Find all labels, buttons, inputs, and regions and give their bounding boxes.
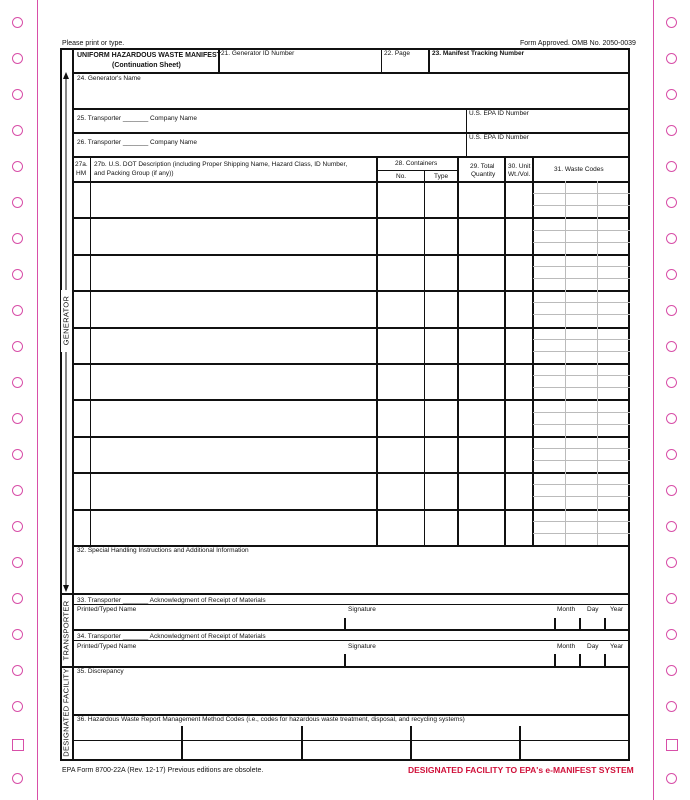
- pin-feed-hole: [12, 701, 23, 712]
- waste-item-row[interactable]: [73, 255, 630, 289]
- header-bottom-rule: [72, 72, 630, 74]
- dot-description-label-1: 27b. U.S. DOT Description (including Proper Shipping Name, Hazard Class, ID Number,: [94, 161, 348, 168]
- pin-feed-hole: [666, 485, 677, 496]
- pin-feed-hole: [12, 629, 23, 640]
- waste-item-row[interactable]: [73, 291, 630, 325]
- pin-feed-hole: [666, 593, 677, 604]
- pin-feed-hole: [666, 197, 677, 208]
- ack33-bottom-rule: [72, 629, 630, 631]
- pin-feed-hole: [666, 413, 677, 424]
- header-divider-3: [428, 48, 430, 73]
- pin-feed-hole: [666, 665, 677, 676]
- waste-code-grid-line: [533, 205, 630, 206]
- pin-feed-hole: [666, 521, 677, 532]
- waste-item-row[interactable]: [73, 510, 630, 544]
- waste-code-grid-line: [533, 351, 630, 352]
- pin-feed-hole: [12, 233, 23, 244]
- pin-feed-hole: [666, 53, 677, 64]
- ack34-tick-4: [604, 654, 606, 666]
- pin-feed-hole: [666, 773, 677, 784]
- right-pin-feed-strip: [653, 0, 690, 800]
- pin-feed-hole: [12, 197, 23, 208]
- waste-code-grid-line: [533, 533, 630, 534]
- pin-feed-hole: [12, 53, 23, 64]
- pin-feed-hole: [666, 125, 677, 136]
- method-codes-rule: [72, 740, 630, 741]
- header-divider-1: [218, 48, 220, 73]
- generator-section-bottom-rule: [60, 593, 630, 595]
- pin-feed-hole: [12, 341, 23, 352]
- total-quantity-label-2: Quantity: [471, 171, 496, 178]
- page-label: 22. Page: [384, 50, 411, 57]
- ack33-printed-name-label: Printed/Typed Name: [77, 606, 137, 613]
- unit-label-1: 30. Unit: [508, 163, 531, 170]
- transporter-25-label: 25. Transporter _______ Company Name: [77, 115, 197, 122]
- ack34-printed-name-label: Printed/Typed Name: [77, 643, 137, 650]
- pin-feed-hole: [666, 377, 677, 388]
- waste-item-row[interactable]: [73, 437, 630, 471]
- print-note: Please print or type.: [62, 40, 125, 47]
- waste-item-row[interactable]: [73, 400, 630, 434]
- header-divider-2: [381, 48, 382, 73]
- transporter-33-ack-label: 33. Transporter _______ Acknowledgment of Receipt of Materials: [77, 597, 266, 604]
- waste-code-grid-line: [533, 496, 630, 497]
- generator-name-label: 24. Generator's Name: [77, 75, 141, 82]
- transporter-25-bottom-rule: [72, 132, 630, 134]
- discrepancy-label[interactable]: 35. Discrepancy: [77, 668, 124, 675]
- transporter-section-bottom-rule: [60, 666, 630, 668]
- ack34-day-label: Day: [587, 643, 599, 650]
- waste-code-grid-col: [565, 181, 566, 545]
- destination-notice: DESIGNATED FACILITY TO EPA's e-MANIFEST SYSTEM: [408, 765, 634, 775]
- pin-feed-hole: [666, 557, 677, 568]
- ack33-day-label: Day: [587, 606, 599, 613]
- transporter-26-label: 26. Transporter _______ Company Name: [77, 139, 197, 146]
- pin-feed-hole: [12, 665, 23, 676]
- hm-column-label-b: HM: [76, 170, 87, 177]
- containers-sub-rule: [376, 170, 457, 171]
- pin-feed-hole: [666, 739, 678, 751]
- left-pin-feed-strip: [0, 0, 38, 800]
- waste-item-row[interactable]: [73, 473, 630, 507]
- omb-number: Form Approved. OMB No. 2050-0039: [520, 40, 636, 47]
- waste-code-grid-line: [533, 375, 630, 376]
- waste-code-grid-line: [533, 266, 630, 267]
- waste-item-row[interactable]: [73, 182, 630, 216]
- pin-feed-hole: [12, 161, 23, 172]
- transporter-26-epa-label: U.S. EPA ID Number: [469, 134, 529, 141]
- pin-feed-hole: [12, 305, 23, 316]
- pin-feed-hole: [12, 269, 23, 280]
- ack33-rule: [72, 604, 630, 605]
- waste-item-row[interactable]: [73, 328, 630, 362]
- generator-name-bottom-rule: [72, 108, 630, 110]
- waste-code-grid-line: [533, 424, 630, 425]
- special-handling-label[interactable]: 32. Special Handling Instructions and Additional Information: [77, 547, 249, 554]
- ack34-signature-label: Signature: [348, 643, 376, 650]
- pin-feed-hole: [666, 629, 677, 640]
- waste-code-grid-col: [597, 181, 598, 545]
- pin-feed-hole: [12, 377, 23, 388]
- transporter-34-ack-label: 34. Transporter _______ Acknowledgment of Receipt of Materials: [77, 633, 266, 640]
- pin-feed-hole: [12, 521, 23, 532]
- generator-id-label: 21. Generator ID Number: [221, 50, 295, 57]
- transporter-section-label: TRANSPORTER: [61, 600, 71, 661]
- ack34-year-label: Year: [610, 643, 624, 650]
- pin-feed-hole: [12, 413, 23, 424]
- tracking-number-label: 23. Manifest Tracking Number: [432, 50, 525, 57]
- total-quantity-label-1: 29. Total: [470, 163, 495, 170]
- pin-feed-hole: [12, 773, 23, 784]
- waste-code-grid-line: [533, 387, 630, 388]
- pin-feed-hole: [12, 17, 23, 28]
- pin-feed-hole: [666, 269, 677, 280]
- pin-feed-hole: [666, 161, 677, 172]
- ack34-rule: [72, 640, 630, 641]
- waste-codes-label: 31. Waste Codes: [554, 166, 604, 173]
- transporter-26-divider: [466, 132, 467, 156]
- designated-facility-section-label: DESIGNATED FACILITY: [61, 668, 71, 757]
- pin-feed-hole: [12, 739, 24, 751]
- unit-label-2: Wt./Vol.: [508, 171, 531, 178]
- waste-code-grid-line: [533, 278, 630, 279]
- form-number: EPA Form 8700-22A (Rev. 12-17) Previous editions are obsolete.: [62, 767, 264, 774]
- waste-code-grid-line: [533, 193, 630, 194]
- dot-description-label-2: and Packing Group (if any)): [94, 170, 174, 177]
- transporter-26-bottom-rule: [72, 156, 630, 158]
- method-code-divider-2: [301, 726, 303, 760]
- waste-code-grid-line: [533, 484, 630, 485]
- pin-feed-hole: [12, 125, 23, 136]
- waste-code-grid-line: [533, 412, 630, 413]
- hm-column-label-a: 27a.: [75, 161, 88, 168]
- waste-code-grid-line: [533, 242, 630, 243]
- pin-feed-hole: [12, 593, 23, 604]
- waste-code-grid-line: [533, 339, 630, 340]
- ack33-year-label: Year: [610, 606, 624, 613]
- form-subtitle: (Continuation Sheet): [112, 62, 181, 69]
- containers-label: 28. Containers: [395, 160, 438, 167]
- transporter-25-epa-label: U.S. EPA ID Number: [469, 110, 529, 117]
- container-no-label: No.: [396, 173, 407, 180]
- method-code-divider-1: [181, 726, 183, 760]
- ack33-signature-label: Signature: [348, 606, 376, 613]
- waste-code-grid-line: [533, 302, 630, 303]
- pin-feed-hole: [12, 557, 23, 568]
- pin-feed-hole: [666, 89, 677, 100]
- ack33-month-label: Month: [557, 606, 576, 613]
- pin-feed-hole: [12, 449, 23, 460]
- waste-item-row[interactable]: [73, 364, 630, 398]
- ack34-tick-3: [579, 654, 581, 666]
- waste-code-grid-line: [533, 448, 630, 449]
- waste-code-grid-line: [533, 460, 630, 461]
- pin-feed-hole: [666, 449, 677, 460]
- transporter-25-divider: [466, 108, 467, 132]
- ack34-tick-1: [344, 654, 346, 666]
- waste-item-row[interactable]: [73, 218, 630, 252]
- pin-feed-hole: [12, 89, 23, 100]
- pin-feed-hole: [666, 305, 677, 316]
- generator-section-label: GENERATOR: [61, 295, 71, 346]
- pin-feed-hole: [666, 17, 677, 28]
- method-code-divider-3: [410, 726, 412, 760]
- form-title: UNIFORM HAZARDOUS WASTE MANIFEST: [77, 52, 221, 59]
- ack34-tick-2: [554, 654, 556, 666]
- method-codes-label: 36. Hazardous Waste Report Management Method Codes (i.e., codes for hazardous waste treatment, disposal, and recycling systems): [77, 716, 465, 723]
- waste-code-grid-line: [533, 521, 630, 522]
- pin-feed-hole: [12, 485, 23, 496]
- waste-code-grid-line: [533, 230, 630, 231]
- pin-feed-hole: [666, 233, 677, 244]
- container-type-label: Type: [434, 173, 449, 180]
- method-code-divider-4: [519, 726, 521, 760]
- waste-code-grid-line: [533, 314, 630, 315]
- ack34-month-label: Month: [557, 643, 576, 650]
- pin-feed-hole: [666, 341, 677, 352]
- pin-feed-hole: [666, 701, 677, 712]
